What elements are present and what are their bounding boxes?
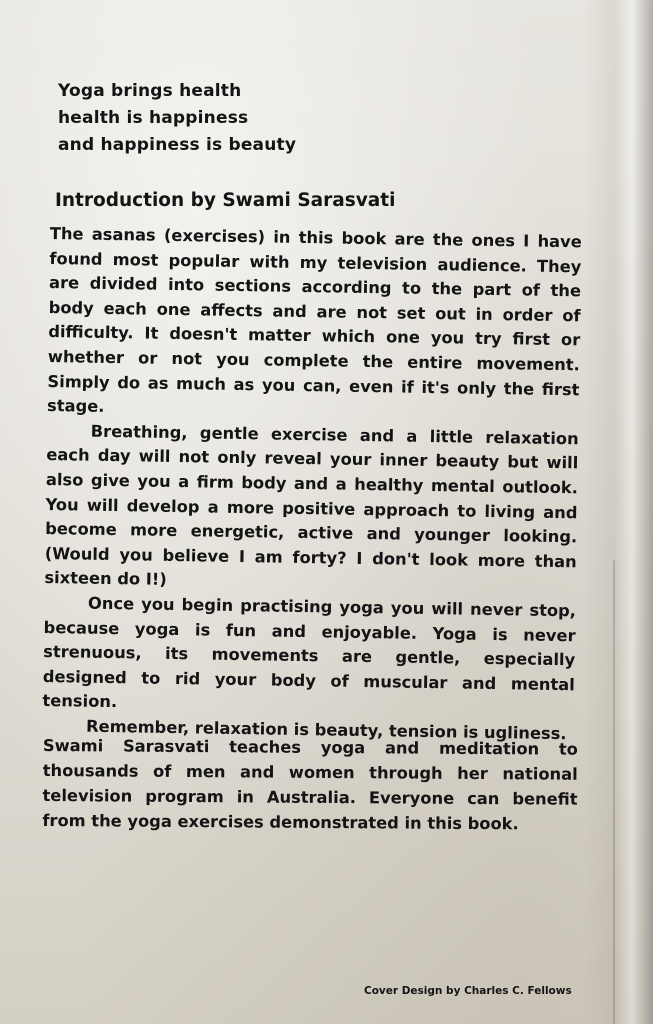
introduction-body <box>42 222 582 747</box>
author-name: Swami Sarasvati <box>42 735 210 757</box>
introduction-paragraph: The asanas (exercises) in this book are the ones I have found most popular with my television audience. They are divided into sections according to the part of the body each one affects and are not set out in order of difficulty. It doesn't matter which one you try first or whether or not you complete the entire movement. Simply do as much as you can, even if it's only the first stage. <box>46 223 582 417</box>
cover-design-credit: Cover Design by Charles C. Fellows <box>364 985 572 997</box>
introduction-title: Introduction by Swami Sarasvati <box>55 190 396 211</box>
author-bio-text: teaches yoga and meditation to thousands of men and women through her national television program in Australia. Everyone can benefit from the yoga exercises demonstrated in this book. <box>42 737 578 834</box>
tagline-line: and happiness is beauty <box>58 135 297 155</box>
introduction-paragraph: Remember, relaxation is beauty, tension is ugliness. <box>85 716 567 744</box>
page-edge-shadow <box>583 0 653 1024</box>
tagline <box>58 78 296 159</box>
tagline-line: Yoga brings health <box>58 81 242 101</box>
page-crease <box>613 560 615 1024</box>
author-bio <box>42 733 578 837</box>
introduction-paragraph: Once you begin practising yoga you will never stop, because yoga is fun and enjoyable. Yoga is never strenuous, its movements are gentle, especially designed to rid your body of muscular and mental tension. <box>42 593 577 712</box>
tagline-line: health is happiness <box>58 108 249 128</box>
introduction-paragraph: Breathing, gentle exercise and a little relaxation each day will not only reveal your inner beauty but will also give you a firm body and a healthy mental outlook. You will develop a more positive approach to living and become more energetic, active and younger looking. (Would you believe I am forty? I don't look more than sixteen do I!) <box>44 421 579 590</box>
